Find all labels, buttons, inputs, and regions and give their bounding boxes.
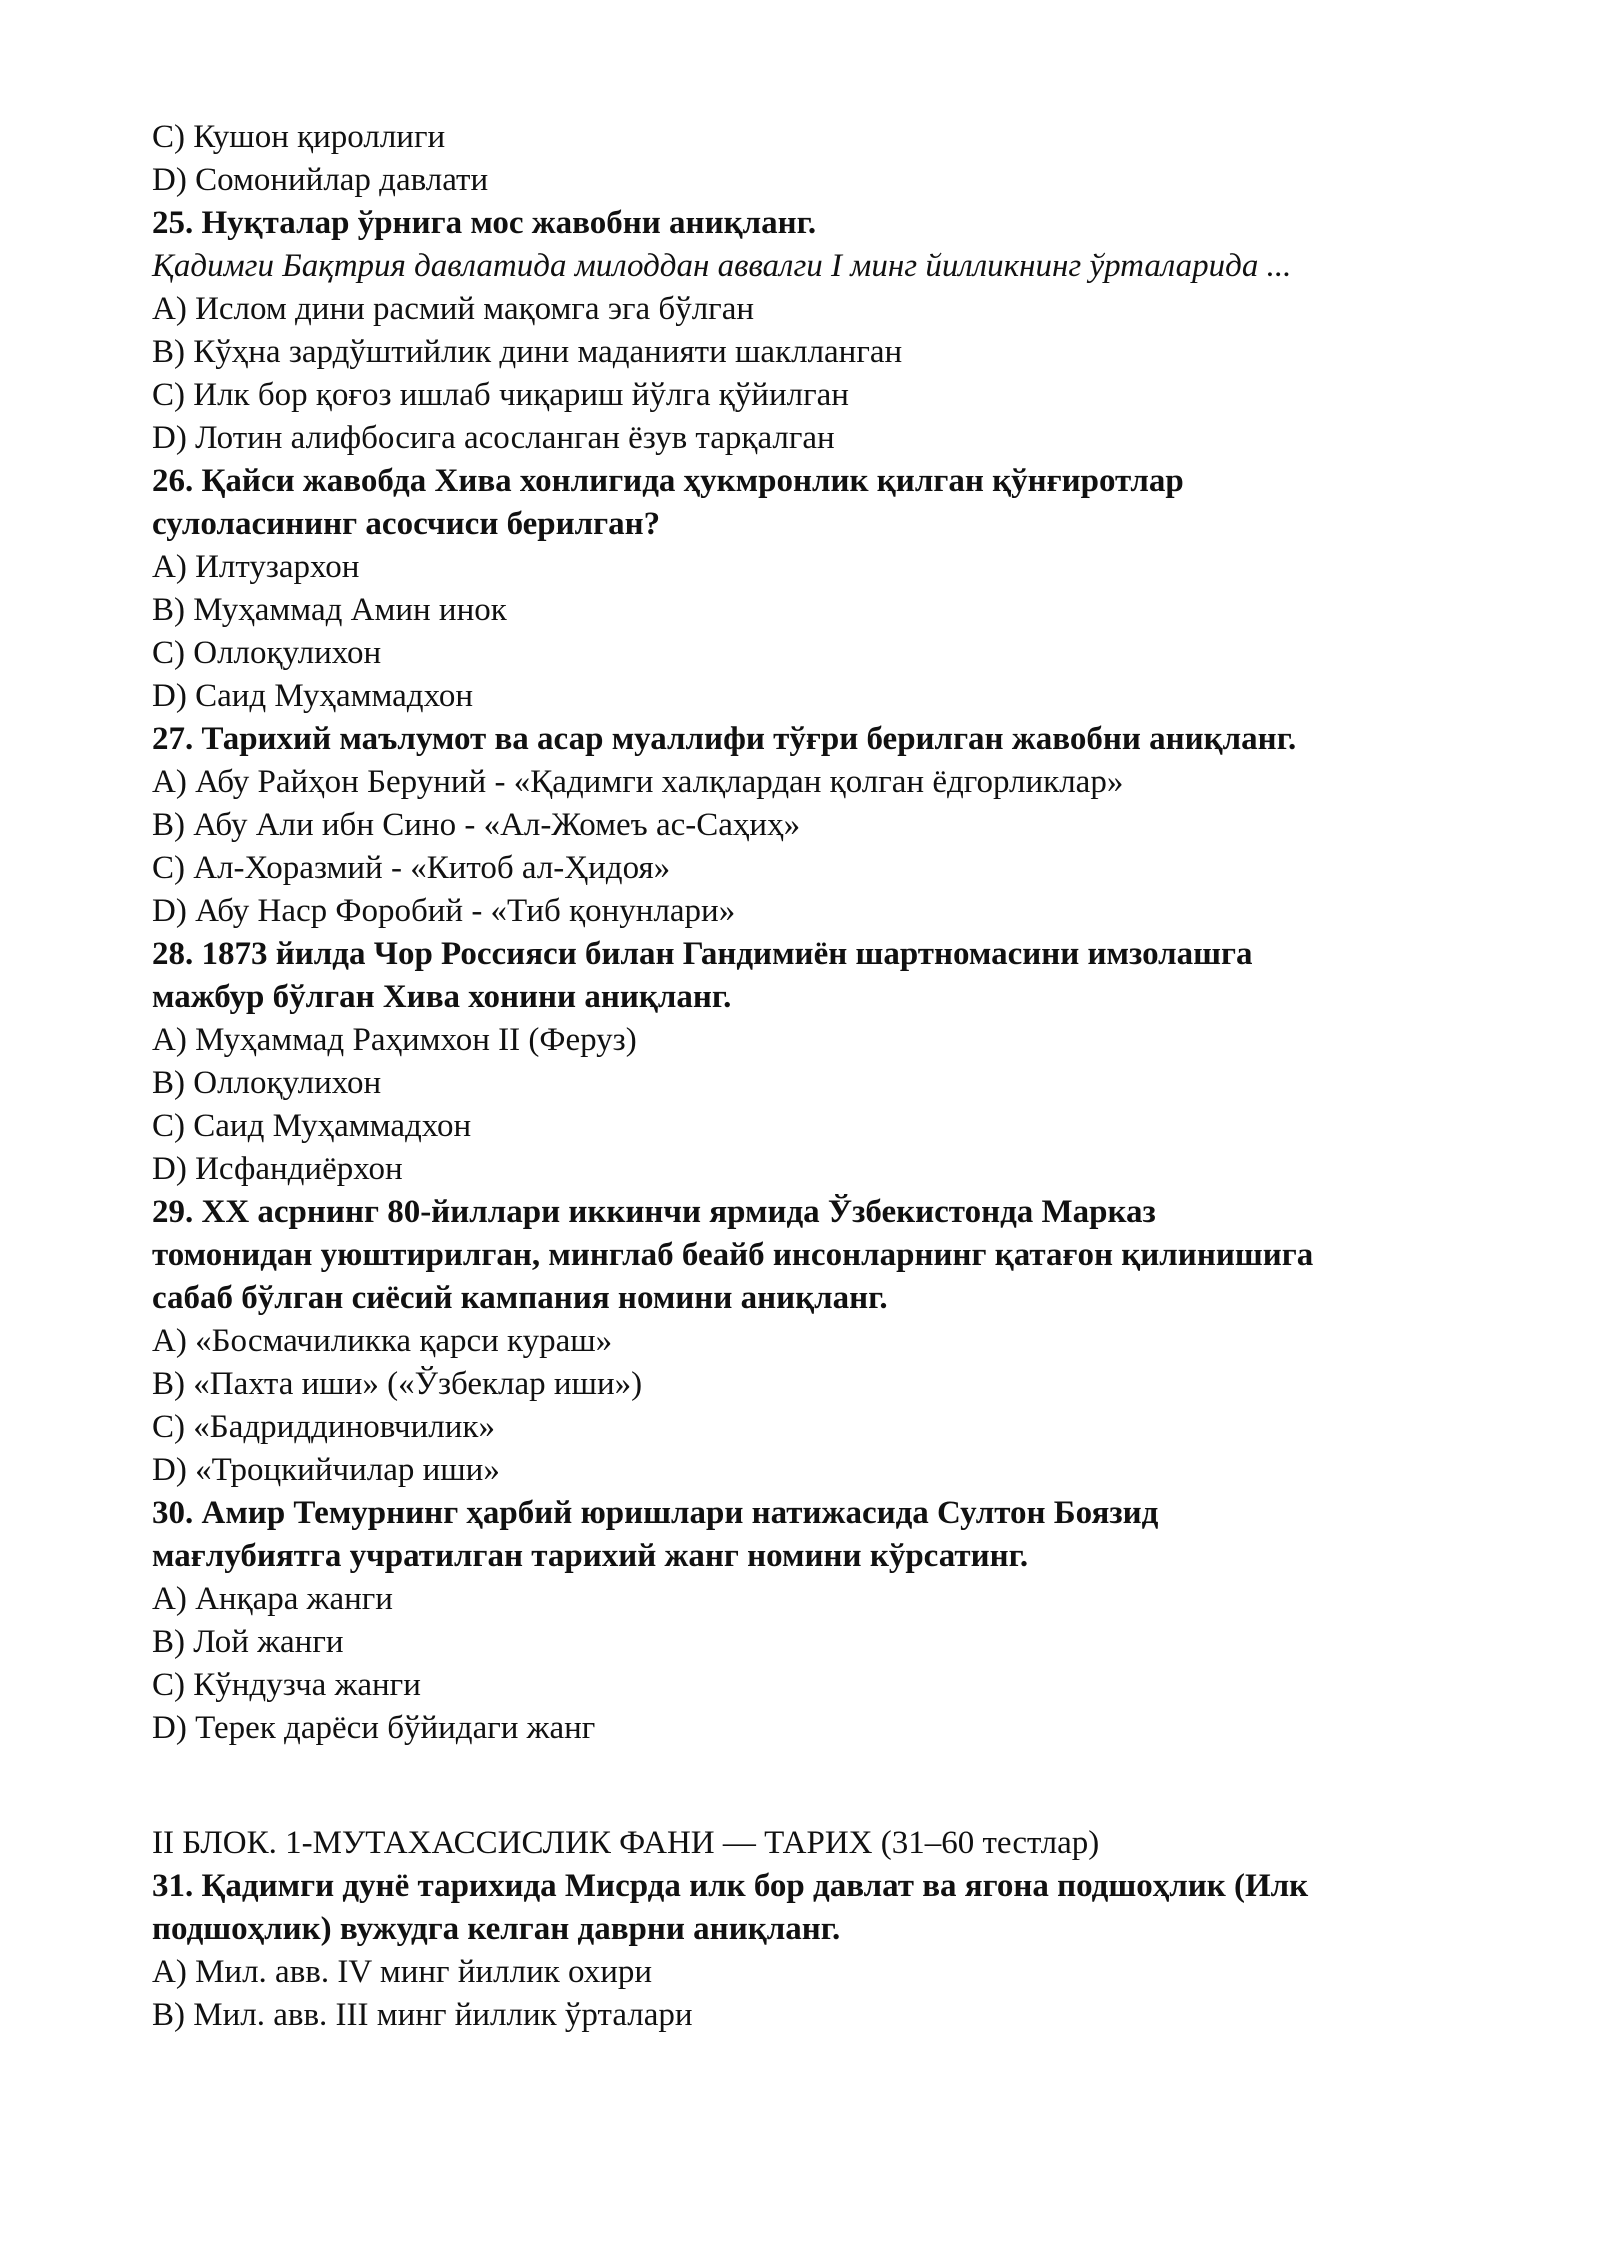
option-26a: A) Илтузархон [152, 549, 360, 585]
option-28b: B) Оллоқулихон [152, 1065, 382, 1101]
question-26-line1: 26. Қайси жавобда Хива хонлигида ҳукмронлик қилган қўнғиротлар [152, 463, 1184, 499]
option-24c: C) Кушон қироллиги [152, 119, 446, 155]
question-25: 25. Нуқталар ўрнига мос жавобни аниқланг. [152, 205, 817, 241]
question-26-line2: сулоласининг асосчиси берилган? [152, 506, 661, 542]
question-31-line2: подшоҳлик) вужудга келган даврни аниқланг. [152, 1911, 841, 1947]
option-30b: B) Лой жанги [152, 1624, 344, 1660]
option-25b: B) Кўҳна зардўштийлик дини маданияти шаклланган [152, 334, 903, 370]
section-heading: II БЛОК. 1-МУТАХАССИСЛИК ФАНИ — ТАРИХ (31–60 тестлар) [152, 1825, 1100, 1861]
option-26d: D) Саид Муҳаммадхон [152, 678, 473, 714]
option-27c: C) Ал-Хоразмий - «Китоб ал-Ҳидоя» [152, 850, 671, 886]
option-27b: B) Абу Али ибн Сино - «Ал-Жомеъ ас-Саҳиҳ» [152, 807, 801, 843]
option-25a: A) Ислом дини расмий мақомга эга бўлган [152, 291, 755, 327]
question-31-line1: 31. Қадимги дунё тарихида Мисрда илк бор давлат ва ягона подшоҳлик (Илк [152, 1868, 1309, 1904]
option-28a: A) Муҳаммад Раҳимхон II (Феруз) [152, 1022, 637, 1058]
option-30a: A) Анқара жанги [152, 1581, 393, 1617]
option-31a: A) Мил. авв. IV минг йиллик охири [152, 1954, 653, 1990]
question-30-line1: 30. Амир Темурнинг ҳарбий юришлари натижасида Султон Боязид [152, 1495, 1159, 1531]
option-28d: D) Исфандиёрхон [152, 1151, 403, 1187]
option-28c: C) Саид Муҳаммадхон [152, 1108, 472, 1144]
option-30c: C) Кўндузча жанги [152, 1667, 421, 1703]
option-26b: B) Муҳаммад Амин инок [152, 592, 507, 628]
question-29-line1: 29. XX асрнинг 80-йиллари иккинчи ярмида Ўзбекистонда Марказ [152, 1194, 1156, 1230]
option-27a: A) Абу Райҳон Беруний - «Қадимги халқлардан қолган ёдгорликлар» [152, 764, 1124, 800]
option-29a: A) «Босмачиликка қарси кураш» [152, 1323, 613, 1359]
option-29b: B) «Пахта иши» («Ўзбеклар иши») [152, 1366, 643, 1402]
question-29-line3: сабаб бўлган сиёсий кампания номини аниқланг. [152, 1280, 888, 1316]
option-24d: D) Сомонийлар давлати [152, 162, 489, 198]
question-28-line1: 28. 1873 йилда Чор Россияси билан Гандимиён шартномасини имзолашга [152, 936, 1253, 972]
option-29d: D) «Троцкийчилар иши» [152, 1452, 500, 1488]
question-28-line2: мажбур бўлган Хива хонини аниқланг. [152, 979, 732, 1015]
option-27d: D) Абу Наср Форобий - «Тиб қонунлари» [152, 893, 736, 929]
option-31b: B) Мил. авв. III минг йиллик ўрталари [152, 1997, 693, 2033]
option-25c: C) Илк бор қоғоз ишлаб чиқариш йўлга қўйилган [152, 377, 849, 413]
option-30d: D) Терек дарёси бўйидаги жанг [152, 1710, 596, 1746]
question-25-stem: Қадимги Бақтрия давлатида милоддан аввалги I минг йилликнинг ўрталарида ... [152, 248, 1292, 284]
question-27: 27. Тарихий маълумот ва асар муаллифи тўғри берилган жавобни аниқланг. [152, 721, 1297, 757]
option-26c: C) Оллоқулихон [152, 635, 382, 671]
option-29c: C) «Бадриддиновчилик» [152, 1409, 495, 1445]
question-29-line2: томонидан уюштирилган, минглаб беайб инсонларнинг қатағон қилинишига [152, 1237, 1314, 1273]
option-25d: D) Лотин алифбосига асосланган ёзув тарқалган [152, 420, 835, 456]
question-30-line2: мағлубиятга учратилган тарихий жанг номини кўрсатинг. [152, 1538, 1029, 1574]
